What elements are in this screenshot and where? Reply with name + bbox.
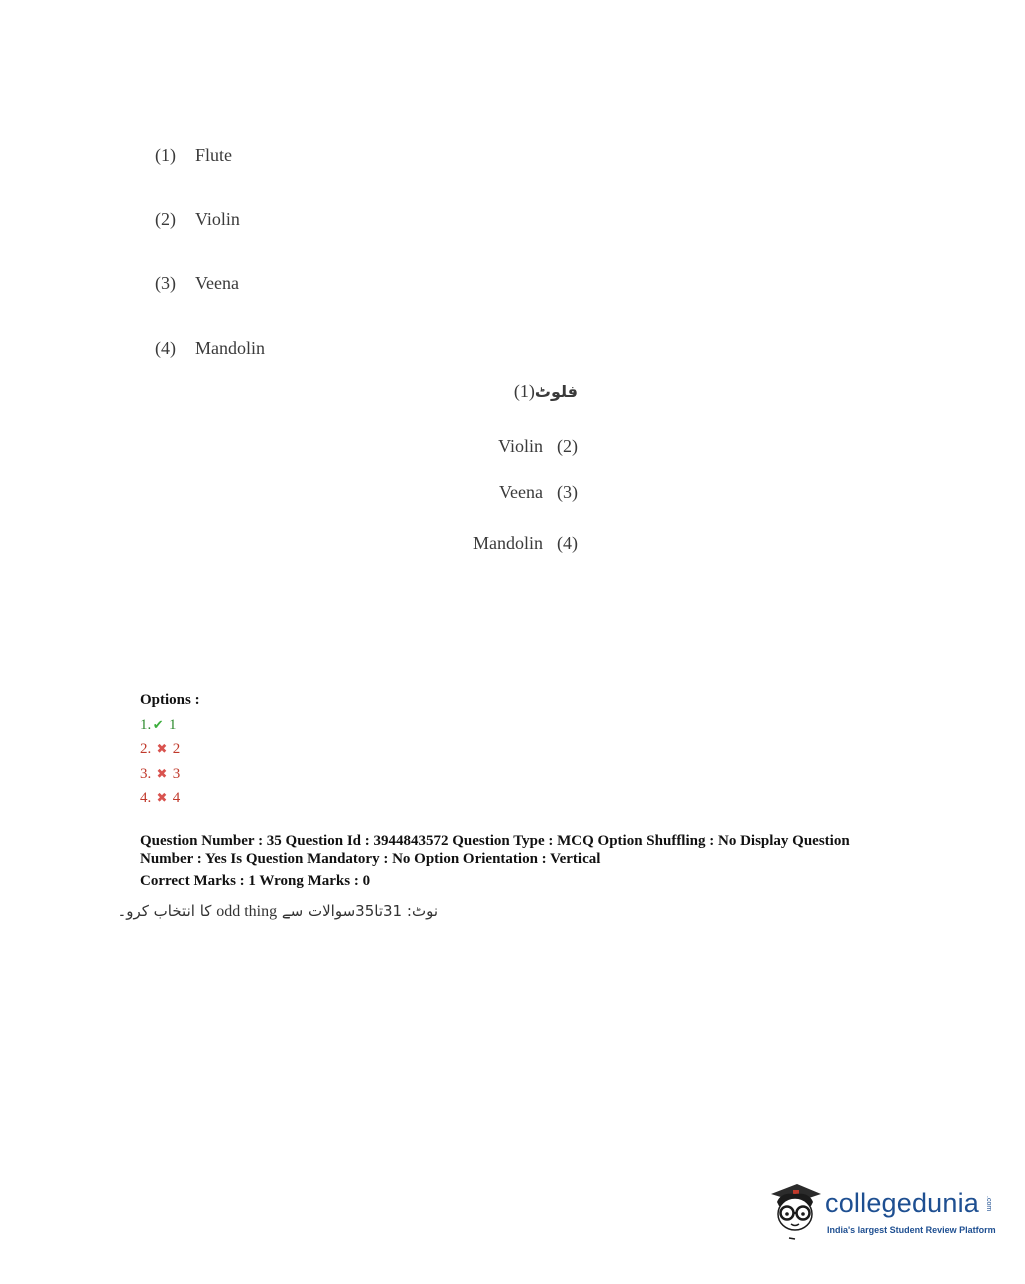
option-number: (1)	[513, 381, 535, 401]
collegedunia-logo	[765, 1178, 995, 1248]
option-value: 4	[172, 790, 181, 806]
option-number: (2)	[155, 209, 176, 229]
option-number: (4)	[557, 533, 578, 553]
urdu-option-4	[473, 533, 578, 554]
english-option-4	[155, 338, 265, 359]
option-label: Mandolin	[473, 533, 543, 553]
english-option-3	[155, 273, 239, 294]
option-label: Violin	[195, 209, 240, 229]
urdu-note	[117, 902, 438, 921]
option-number: (1)	[155, 145, 176, 165]
option-number: (3)	[557, 482, 578, 502]
urdu-option-1	[500, 381, 578, 402]
english-option-2	[155, 209, 240, 230]
meta-line-2: Number : Yes Is Question Mandatory : No Option Orientation : Vertical	[140, 851, 601, 867]
cross-icon: ✖	[156, 765, 168, 781]
option-index: 1.	[140, 716, 152, 733]
cross-icon: ✖	[156, 790, 168, 805]
brand-name: collegedunia	[825, 1188, 980, 1218]
option-value: 3	[172, 765, 181, 782]
answer-options	[140, 689, 200, 811]
options-heading: Options :	[140, 692, 200, 708]
urdu-option-2	[498, 436, 578, 457]
answer-option-4	[140, 786, 200, 811]
option-number: (4)	[155, 338, 176, 358]
answer-option-1	[140, 713, 200, 738]
option-label: فلوٹ	[534, 382, 578, 401]
mascot-icon	[767, 1180, 821, 1240]
meta-line-1: Question Number : 35 Question Id : 3944843572 Question Type : MCQ Option Shuffling : No Display Question	[140, 833, 850, 849]
option-label: Violin	[498, 436, 543, 456]
note-range: 31تا35	[355, 902, 403, 920]
option-number: (2)	[557, 436, 578, 456]
brand-tagline: India's largest Student Review Platform	[827, 1225, 996, 1235]
option-value: 1	[169, 716, 177, 733]
brand-domain: .com	[985, 1196, 992, 1212]
urdu-option-3	[499, 482, 578, 503]
option-index: 3.	[140, 765, 152, 782]
option-index: 4.	[140, 790, 152, 806]
option-label: Veena	[195, 273, 239, 293]
option-label: Veena	[499, 482, 543, 502]
english-option-1	[155, 145, 232, 166]
check-icon: ✔	[152, 716, 164, 732]
question-metadata	[140, 832, 900, 890]
option-label: Flute	[195, 145, 233, 165]
option-index: 2.	[140, 741, 152, 757]
note-suffix: کا انتخاب کرو۔	[117, 902, 212, 920]
answer-option-2	[140, 737, 200, 762]
note-prefix: نوٹ:	[406, 902, 438, 920]
answer-option-3	[140, 762, 200, 787]
marks-line: Correct Marks : 1 Wrong Marks : 0	[140, 873, 371, 889]
cross-icon: ✖	[156, 741, 168, 756]
option-number: (3)	[155, 273, 176, 293]
option-value: 2	[172, 741, 181, 757]
note-english: odd thing	[216, 903, 278, 920]
option-label: Mandolin	[195, 338, 265, 358]
note-middle: سوالات سے	[281, 902, 356, 920]
